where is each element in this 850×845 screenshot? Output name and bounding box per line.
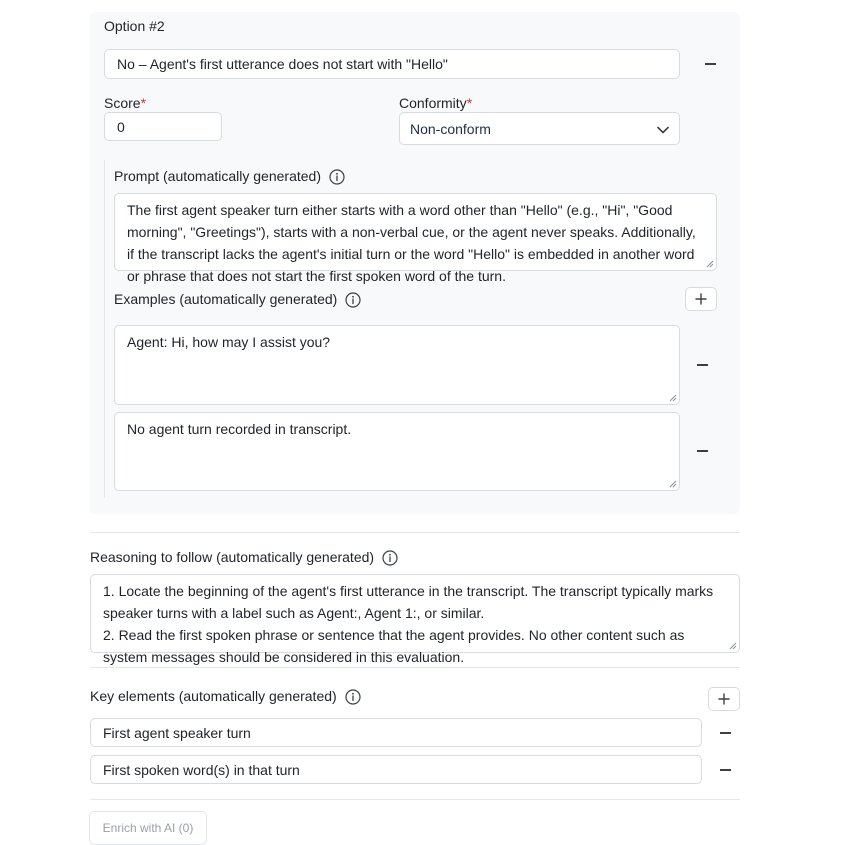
add-example-button[interactable] bbox=[685, 287, 717, 311]
info-icon[interactable] bbox=[329, 169, 345, 185]
resize-handle-icon[interactable] bbox=[706, 260, 714, 268]
conformity-selected-value: Non-conform bbox=[410, 120, 491, 137]
remove-option-button[interactable] bbox=[696, 50, 724, 78]
minus-icon bbox=[705, 63, 716, 65]
score-input[interactable]: 0 bbox=[104, 112, 222, 141]
nested-section-rule bbox=[104, 160, 105, 498]
remove-key-element-button[interactable] bbox=[711, 719, 739, 747]
example-text: No agent turn recorded in transcript. bbox=[127, 421, 352, 437]
minus-icon bbox=[697, 364, 708, 366]
section-divider bbox=[90, 799, 740, 800]
key-elements-label: Key elements (automatically generated) bbox=[90, 688, 361, 705]
plus-icon bbox=[718, 693, 730, 705]
prompt-text: The first agent speaker turn either starts with a word other than "Hello" (e.g., "Hi", "Good morning", "Greetings"), starts with a non-verbal cue, or the agent never speaks. Additionally, if the transcript lacks the agent's initial turn or the word "Hello" is embedded in another word or phrase that does not start the first spoken word of the turn. bbox=[127, 202, 696, 284]
key-element-input[interactable]: First agent speaker turn bbox=[90, 718, 702, 747]
option-title: Option #2 bbox=[104, 18, 165, 34]
add-key-element-button[interactable] bbox=[708, 687, 740, 711]
remove-example-button[interactable] bbox=[688, 437, 716, 465]
minus-icon bbox=[697, 450, 708, 452]
minus-icon bbox=[720, 769, 731, 771]
minus-icon bbox=[720, 732, 731, 734]
prompt-label: Prompt (automatically generated) bbox=[114, 168, 345, 185]
remove-example-button[interactable] bbox=[688, 351, 716, 379]
example-text: Agent: Hi, how may I assist you? bbox=[127, 334, 331, 350]
reasoning-label: Reasoning to follow (automatically generated) bbox=[90, 549, 398, 566]
example-textarea[interactable] bbox=[114, 325, 680, 405]
section-divider bbox=[90, 667, 740, 668]
conformity-select[interactable] bbox=[399, 112, 680, 145]
prompt-textarea[interactable] bbox=[114, 193, 717, 284]
info-icon[interactable] bbox=[345, 689, 361, 705]
info-icon[interactable] bbox=[345, 292, 361, 308]
conformity-label: Conformity* bbox=[399, 95, 473, 111]
info-icon[interactable] bbox=[382, 550, 398, 566]
examples-label: Examples (automatically generated) bbox=[114, 291, 361, 308]
resize-handle-icon[interactable] bbox=[729, 642, 737, 650]
reasoning-text: 1. Locate the beginning of the agent's first utterance in the transcript. The transcript typically marks speaker turns with a label such as Agent:, Agent 1:, or similar. 2. Read the first spoken phrase or sentence that the agent provides. No other content such as system messages should be considered in this evaluation. bbox=[103, 583, 714, 665]
score-label: Score* bbox=[104, 95, 147, 111]
example-textarea[interactable] bbox=[114, 412, 680, 491]
option-name-input[interactable]: No – Agent's first utterance does not start with "Hello" bbox=[104, 49, 680, 79]
enrich-with-ai-button[interactable]: Enrich with AI (0) bbox=[89, 811, 207, 845]
resize-handle-icon[interactable] bbox=[669, 394, 677, 402]
resize-handle-icon[interactable] bbox=[669, 480, 677, 488]
plus-icon bbox=[695, 293, 707, 305]
section-divider bbox=[90, 532, 740, 533]
chevron-down-icon bbox=[657, 121, 669, 137]
reasoning-textarea[interactable] bbox=[90, 574, 740, 665]
key-element-input[interactable]: First spoken word(s) in that turn bbox=[90, 755, 702, 784]
remove-key-element-button[interactable] bbox=[711, 756, 739, 784]
